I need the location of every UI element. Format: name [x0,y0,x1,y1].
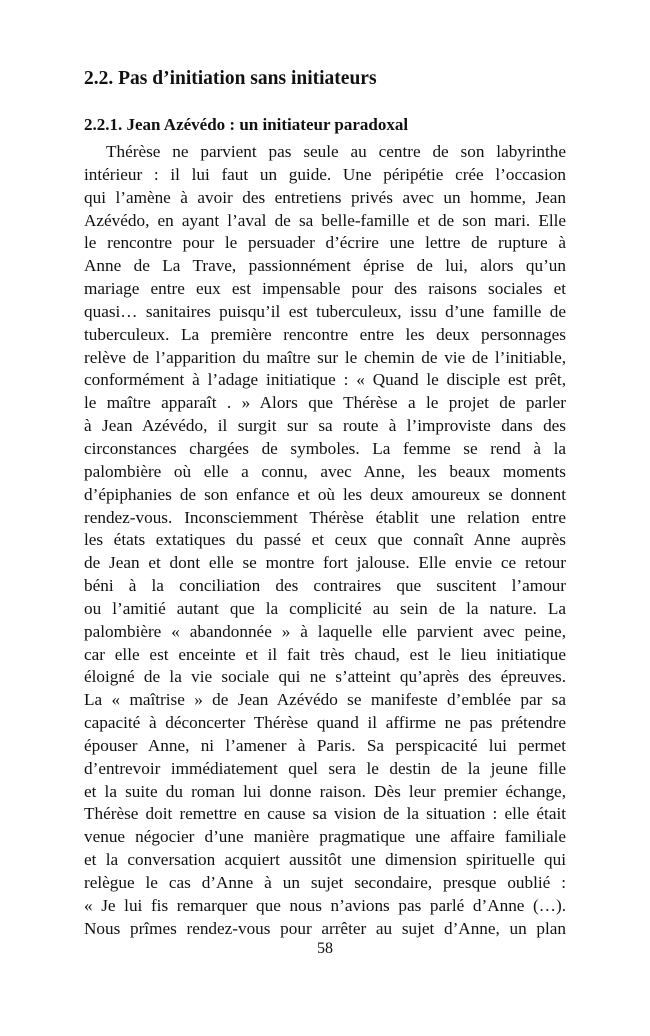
text-line: Anne de La Trave, passionnément éprise de lui, alors qu’un [84,256,566,276]
text-line: La « maîtrise » de Jean Azévédo se manifeste d’emblée par sa [84,690,566,710]
text-line: Nous prîmes rendez-vous pour arrêter au sujet d’Anne, un plan [84,918,566,938]
text-line: le rencontre pour le persuader d’écrire une lettre de rupture à [84,233,566,253]
section-heading: 2.2. Pas d’initiation sans initiateurs [84,68,377,89]
text-line: et la conversation acquiert aussitôt une dimension spirituelle qui [84,850,566,870]
text-line: Thérèse ne parvient pas seule au centre de son labyrinthe [106,142,566,161]
text-line: relègue le cas d’Anne à un sujet secondaire, presque oublié : [84,873,566,892]
text-line: épouser Anne, ni l’amener à Paris. Sa perspicacité lui permet [84,735,566,755]
text-line: à Jean Azévédo, il surgit sur sa route à l’improviste dans des [84,416,566,436]
text-line: le maître apparaît . » Alors que Thérèse a le projet de parler [84,393,566,413]
text-line: quasi… sanitaires puisqu’il est tuberculeux, issu d’une famille de [84,301,566,321]
text-line: Thérèse doit remettre en cause sa vision de la situation : elle était [84,804,566,824]
text-line: les états extatiques du passé et ceux que connaît Anne auprès [84,530,566,550]
text-line: palombière où elle a connu, avec Anne, les beaux moments [84,461,566,481]
text-line: de Jean et dont elle se montre fort jalouse. Elle envie ce retour [84,553,566,573]
text-line: intérieur : il lui faut un guide. Une péripétie crée l’occasion [84,164,566,184]
subsection-heading: 2.2.1. Jean Azévédo : un initiateur paradoxal [84,115,409,134]
page-number: 58 [317,940,333,957]
text-line: qui l’amène à avoir des entretiens privés avec un homme, Jean [84,187,566,207]
text-line: d’épiphanies de son enfance et où les deux amoureux se donnent [84,484,566,504]
text-line: et la suite du roman lui donne raison. Dès leur premier échange, [84,781,566,801]
text-line: tuberculeux. La première rencontre entre les deux personnages [84,324,566,344]
text-line: venue négocier d’une manière pragmatique une affaire familiale [84,827,566,847]
text-line: car elle est enceinte et il fait très chaud, est le lieu initiatique [84,644,566,664]
text-line: palombière « abandonnée » à laquelle elle parvient avec peine, [84,621,566,641]
text-line: éloigné de la vie sociale qui ne s’atteint qu’après des épreuves. [84,667,566,687]
text-line: béni à la conciliation des contraires que suscitent l’amour [84,576,566,596]
text-line: Azévédo, en ayant l’aval de sa belle-famille et de son mari. Elle [84,210,566,230]
text-line: ou l’amitié autant que la complicité au sein de la nature. La [84,598,566,618]
text-line: relève de l’apparition du maître sur le chemin de vie de l’initiable, [84,347,566,367]
text-line: circonstances chargées de symboles. La femme se rend à la [84,438,566,458]
body-paragraph [84,141,566,941]
text-line: conformément à l’adage initiatique : « Quand le disciple est prêt, [84,370,566,390]
text-line: rendez-vous. Inconsciemment Thérèse établit une relation entre [84,507,566,527]
text-line: d’entrevoir immédiatement quel sera le destin de la jeune fille [84,758,566,778]
text-line: capacité à déconcerter Thérèse quand il affirme ne pas prétendre [84,713,566,733]
text-line: « Je lui fis remarquer que nous n’avions pas parlé d’Anne (…). [84,895,566,915]
text-line: mariage entre eux est impensable pour des raisons sociales et [84,279,566,299]
